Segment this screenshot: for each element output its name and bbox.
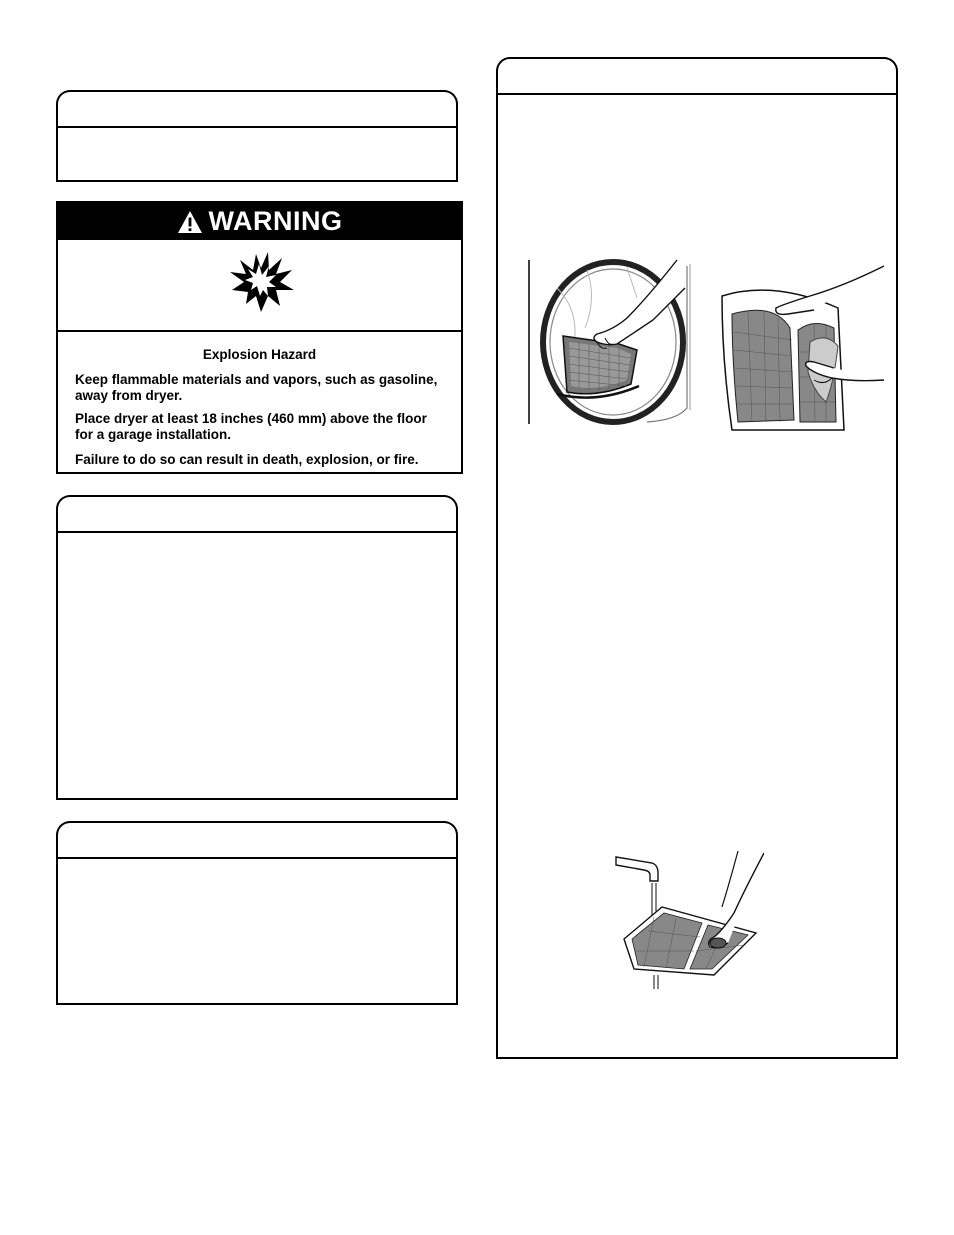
remove-lint-screen-illustration (527, 258, 699, 426)
warning-banner (58, 203, 461, 240)
section-box-3 (56, 821, 458, 1005)
warning-text-area (58, 332, 461, 472)
warning-message-3: Failure to do so can result in death, explosion, or fire. (75, 452, 419, 467)
warning-message-2: Place dryer at least 18 inches (460 mm) above the floor for a garage installation. (75, 411, 427, 442)
clean-lint-screen-by-hand-illustration (714, 262, 886, 432)
section-box-1 (56, 90, 458, 182)
warning-symbol-area (58, 240, 461, 332)
warning-triangle-icon (177, 210, 203, 234)
warning-message-1: Keep flammable materials and vapors, such as gasoline, away from dryer. (75, 372, 438, 403)
warning-box (56, 201, 463, 474)
explosion-icon (226, 250, 296, 320)
section-box-2 (56, 495, 458, 800)
hazard-title: Explosion Hazard (202, 347, 317, 362)
wash-lint-screen-illustration (614, 851, 764, 991)
warning-title: WARNING (208, 206, 343, 236)
